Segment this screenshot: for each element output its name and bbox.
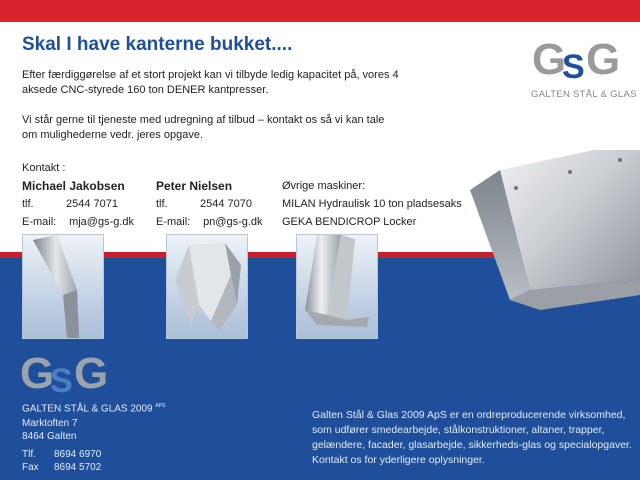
footer-company-name: GALTEN STÅL & GLAS 2009 $^{APS}$ xyxy=(22,403,166,415)
svg-text:G: G xyxy=(586,35,621,84)
phone-value: 2544 7070 xyxy=(200,198,252,210)
svg-text:S: S xyxy=(562,48,585,86)
email-link[interactable]: pn@gs-g.dk xyxy=(203,216,263,228)
email-label: E-mail: xyxy=(22,216,57,228)
product-photo-2 xyxy=(166,234,248,339)
svg-text:S: S xyxy=(50,362,73,400)
metal-profile-image xyxy=(470,150,640,320)
machines-list xyxy=(282,177,462,231)
svg-text:G: G xyxy=(74,349,109,398)
contact-name: Michael Jakobsen xyxy=(22,179,125,193)
product-photo-3 xyxy=(296,234,378,339)
svg-text:G: G xyxy=(532,35,567,84)
gsg-logo-footer-icon xyxy=(20,344,120,400)
contact-name: Peter Nielsen xyxy=(156,179,233,193)
product-photo-1 xyxy=(22,234,104,339)
email-label: E-mail: xyxy=(156,216,191,228)
svg-text:G: G xyxy=(20,349,55,398)
headline: Skal I have kanterne bukket.... xyxy=(22,34,293,55)
contact-michael xyxy=(22,177,134,231)
logo-subtitle: GALTEN STÅL & GLAS xyxy=(531,89,637,100)
intro-text-2: Vi står gerne til tjeneste med udregning af tilbud – kontakt os så vi kan tale om mulighederne vedr. jeres opgave. xyxy=(22,114,385,141)
top-red-bar xyxy=(0,0,640,22)
email-link[interactable]: mja@gs-g.dk xyxy=(69,216,135,228)
gsg-logo-icon xyxy=(532,30,632,86)
machine-item: MILAN Hydraulisk 10 ton pladsesaks xyxy=(282,198,462,210)
intro-text: Efter færdiggørelse af et stort projekt kan vi tilbyde ledig kapacitet på, vores 4 aksede CNC-styrede 160 ton DENER kantpresser. xyxy=(22,69,399,96)
machines-title: Øvrige maskiner: xyxy=(282,180,366,192)
footer-address: Marktoften 7 8464 Galten xyxy=(22,418,78,442)
footer-phone: Tlf. 8694 6970 Fax 8694 5702 xyxy=(22,449,102,473)
machine-item: GEKA BENDICROP Locker xyxy=(282,216,417,228)
contact-peter xyxy=(156,177,263,231)
phone-label: tlf. xyxy=(156,198,168,210)
footer-description: Galten Stål & Glas 2009 ApS er en ordreproducerende virksomhed, som udfører smedearbejde, stålkonstruktioner, altaner, trapper, gelændere, facader, glasarbejde, sikkerheds-glas og specialopgaver. Kontakt os for yderligere oplysninger. xyxy=(312,409,632,466)
contact-label: Kontakt : xyxy=(22,162,66,174)
phone-label: tlf. xyxy=(22,198,34,210)
phone-value: 2544 7071 xyxy=(66,198,118,210)
